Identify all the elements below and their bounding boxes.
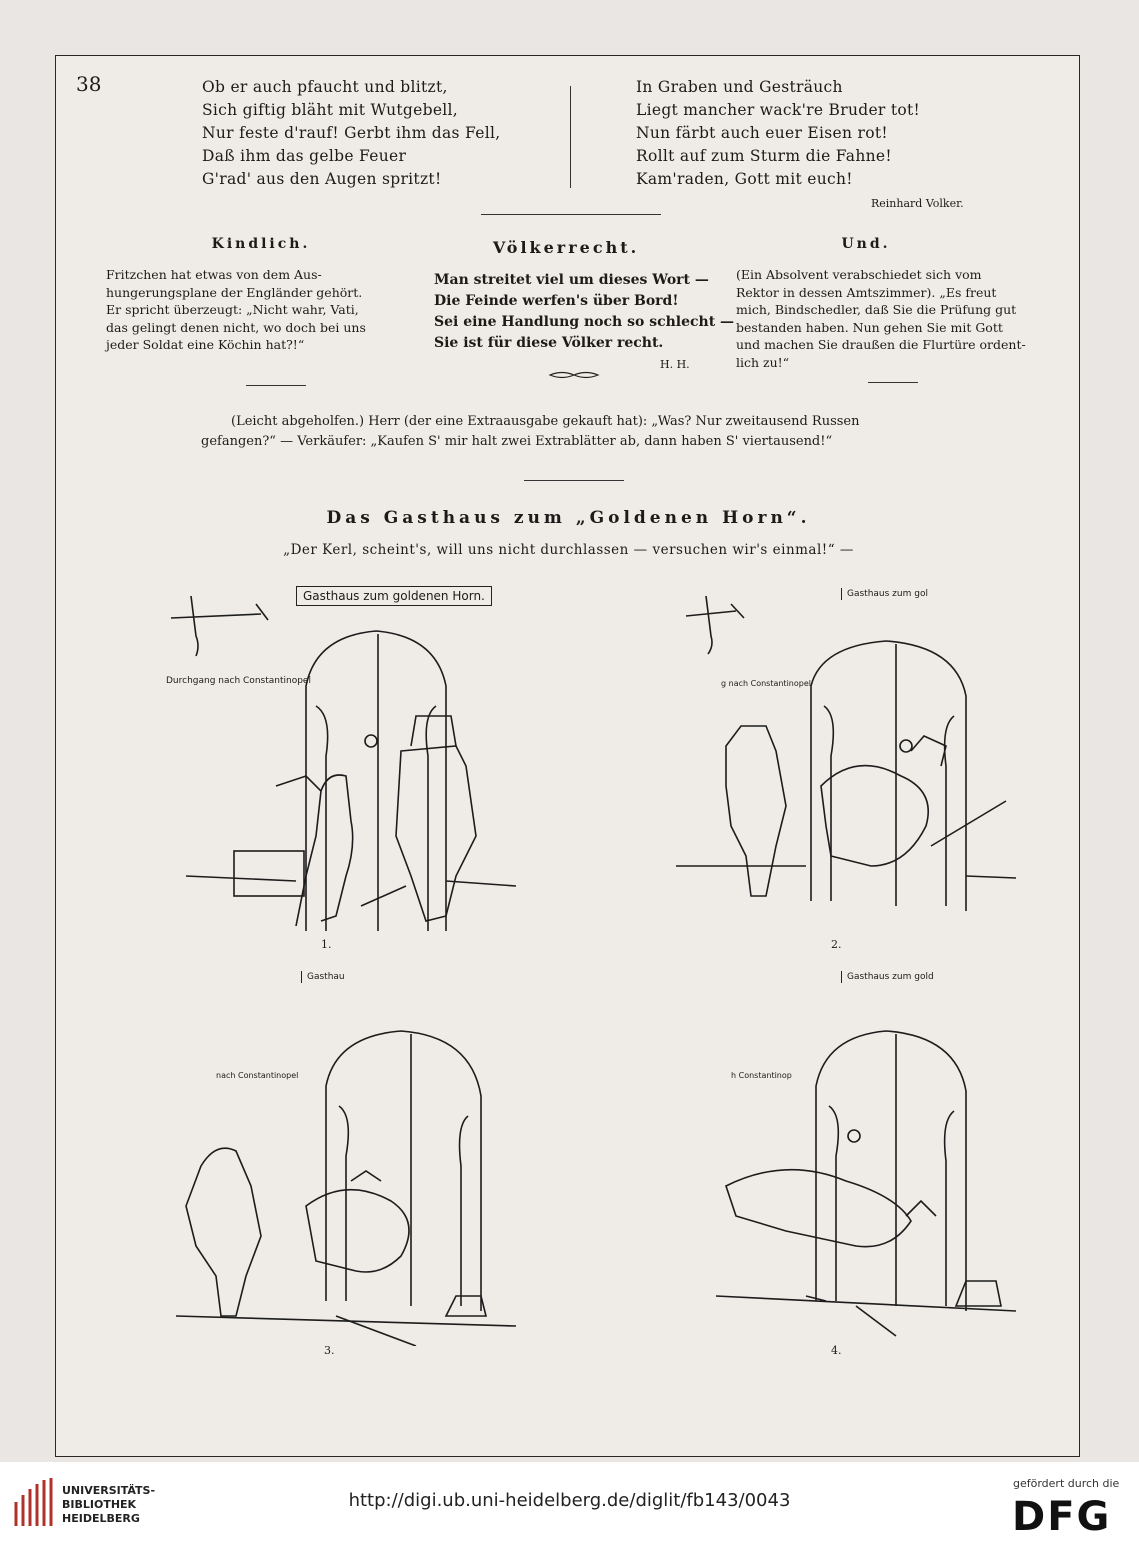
poem-left-column bbox=[202, 76, 500, 191]
cartoon-panel-2 bbox=[656, 576, 1016, 956]
text-line: (Ein Absolvent verabschiedet sich vom bbox=[736, 267, 982, 282]
leicht-line-2: gefangen?“ — Verkäufer: „Kaufen S' mir halt zwei Extrablätter ab, dann haben S' viertausend!“ bbox=[201, 434, 833, 449]
poem-author: Reinhard Volker. bbox=[871, 197, 964, 210]
panel-number: 3. bbox=[324, 1344, 335, 1357]
university-name-line: BIBLIOTHEK bbox=[62, 1498, 137, 1511]
text-line: Fritzchen hat etwas von dem Aus- bbox=[106, 267, 322, 282]
cartoon-drawing-1 bbox=[156, 576, 516, 946]
poem-divider bbox=[570, 86, 571, 188]
poem-line: Nun färbt auch euer Eisen rot! bbox=[636, 124, 888, 142]
text-line: bestanden haben. Nun gehen Sie mit Gott bbox=[736, 319, 1003, 335]
poem-line: In Graben und Gesträuch bbox=[636, 78, 843, 96]
footer-bar bbox=[0, 1462, 1139, 1555]
cartoon-subtitle: „Der Kerl, scheint's, will uns nicht durchlassen — versuchen wir's einmal!“ — bbox=[283, 542, 854, 558]
cartoon-panel-1 bbox=[156, 576, 516, 956]
poem-line: Rollt auf zum Sturm die Fahne! bbox=[636, 147, 892, 165]
text-line: lich zu!“ bbox=[736, 354, 790, 370]
voelkerrecht-title: Völkerrecht. bbox=[492, 238, 640, 257]
text-line: und machen Sie draußen die Flurtüre ordent- bbox=[736, 337, 1026, 352]
text-line: Sie ist für diese Völker recht. bbox=[434, 335, 664, 351]
university-name-line: UNIVERSITÄTS- bbox=[62, 1484, 156, 1497]
leicht-line-1: (Leicht abgeholfen.) Herr (der eine Extraausgabe gekauft hat): „Was? Nur zweitausend Russen bbox=[231, 414, 860, 429]
panel-side-sign: h Constantinop bbox=[731, 1071, 792, 1080]
cartoon-drawing-3 bbox=[156, 976, 516, 1346]
cartoon-panel-4 bbox=[656, 972, 1016, 1357]
poem-line: G'rad' aus den Augen spritzt! bbox=[202, 170, 442, 188]
panel-sign: Gasthau bbox=[301, 971, 350, 983]
column-rule bbox=[868, 382, 918, 383]
source-url[interactable]: http://digi.ub.uni-heidelberg.de/diglit/fb143/0043 bbox=[348, 1490, 791, 1511]
poem-line: Nur feste d'rauf! Gerbt ihm das Fell, bbox=[202, 124, 501, 142]
funded-by-label: gefördert durch die bbox=[1013, 1477, 1120, 1490]
panel-number: 2. bbox=[831, 938, 842, 951]
kindlich-text bbox=[106, 266, 366, 354]
dfg-logo: DFG bbox=[1012, 1494, 1112, 1540]
voelkerrecht-text bbox=[434, 270, 734, 354]
poem-line: Kam'raden, Gott mit euch! bbox=[636, 170, 853, 188]
university-name-line: HEIDELBERG bbox=[62, 1512, 140, 1525]
text-line: jeder Soldat eine Köchin hat?!“ bbox=[106, 337, 305, 352]
text-line: Er spricht überzeugt: „Nicht wahr, Vati, bbox=[106, 302, 359, 317]
panel-side-sign: nach Constantinopel bbox=[216, 1071, 299, 1080]
panel-sign: Gasthaus zum gold bbox=[841, 971, 939, 983]
column-rule bbox=[246, 385, 306, 386]
panel-sign: Gasthaus zum goldenen Horn. bbox=[296, 586, 492, 606]
text-line: hungerungsplane der Engländer gehört. bbox=[106, 284, 363, 300]
poem-line: Liegt mancher wack're Bruder tot! bbox=[636, 101, 921, 119]
section-rule bbox=[524, 480, 624, 481]
cartoon-title: Das Gasthaus zum „Goldenen Horn“. bbox=[326, 508, 811, 528]
poem-right-column bbox=[636, 76, 920, 191]
panel-side-sign: Durchgang nach Constantinopel bbox=[166, 676, 311, 686]
text-line: das gelingt denen nicht, wo doch bei uns bbox=[106, 319, 366, 335]
text-line: Man streitet viel um dieses Wort — bbox=[434, 272, 709, 288]
poem-line: Daß ihm das gelbe Feuer bbox=[202, 147, 407, 165]
text-line: Die Feinde werfen's über Bord! bbox=[434, 293, 679, 309]
ornament-icon bbox=[548, 370, 600, 380]
und-title: Und. bbox=[841, 236, 891, 252]
panel-number: 4. bbox=[831, 1344, 842, 1357]
panel-number: 1. bbox=[321, 938, 332, 951]
text-line: mich, Bindschedler, daß Sie die Prüfung gut bbox=[736, 302, 1017, 317]
text-line: Sei eine Handlung noch so schlecht — bbox=[434, 314, 735, 330]
und-text bbox=[736, 266, 1026, 371]
voelkerrecht-author: H. H. bbox=[660, 358, 690, 371]
newspaper-page bbox=[55, 55, 1080, 1457]
text-line: Rektor in dessen Amtszimmer). „Es freut bbox=[736, 284, 997, 300]
page-number: 38 bbox=[76, 72, 102, 96]
section-rule bbox=[481, 214, 661, 215]
cartoon-drawing-2 bbox=[656, 576, 1016, 946]
kindlich-title: Kindlich. bbox=[211, 236, 311, 252]
panel-sign: Gasthaus zum gol bbox=[841, 588, 933, 600]
cartoon-panel-3 bbox=[156, 972, 516, 1357]
panel-side-sign: g nach Constantinopel bbox=[721, 679, 811, 688]
poem-line: Sich giftig bläht mit Wutgebell, bbox=[202, 101, 459, 119]
cartoon-drawing-4 bbox=[656, 976, 1016, 1346]
poem-line: Ob er auch pfaucht und blitzt, bbox=[202, 78, 448, 96]
